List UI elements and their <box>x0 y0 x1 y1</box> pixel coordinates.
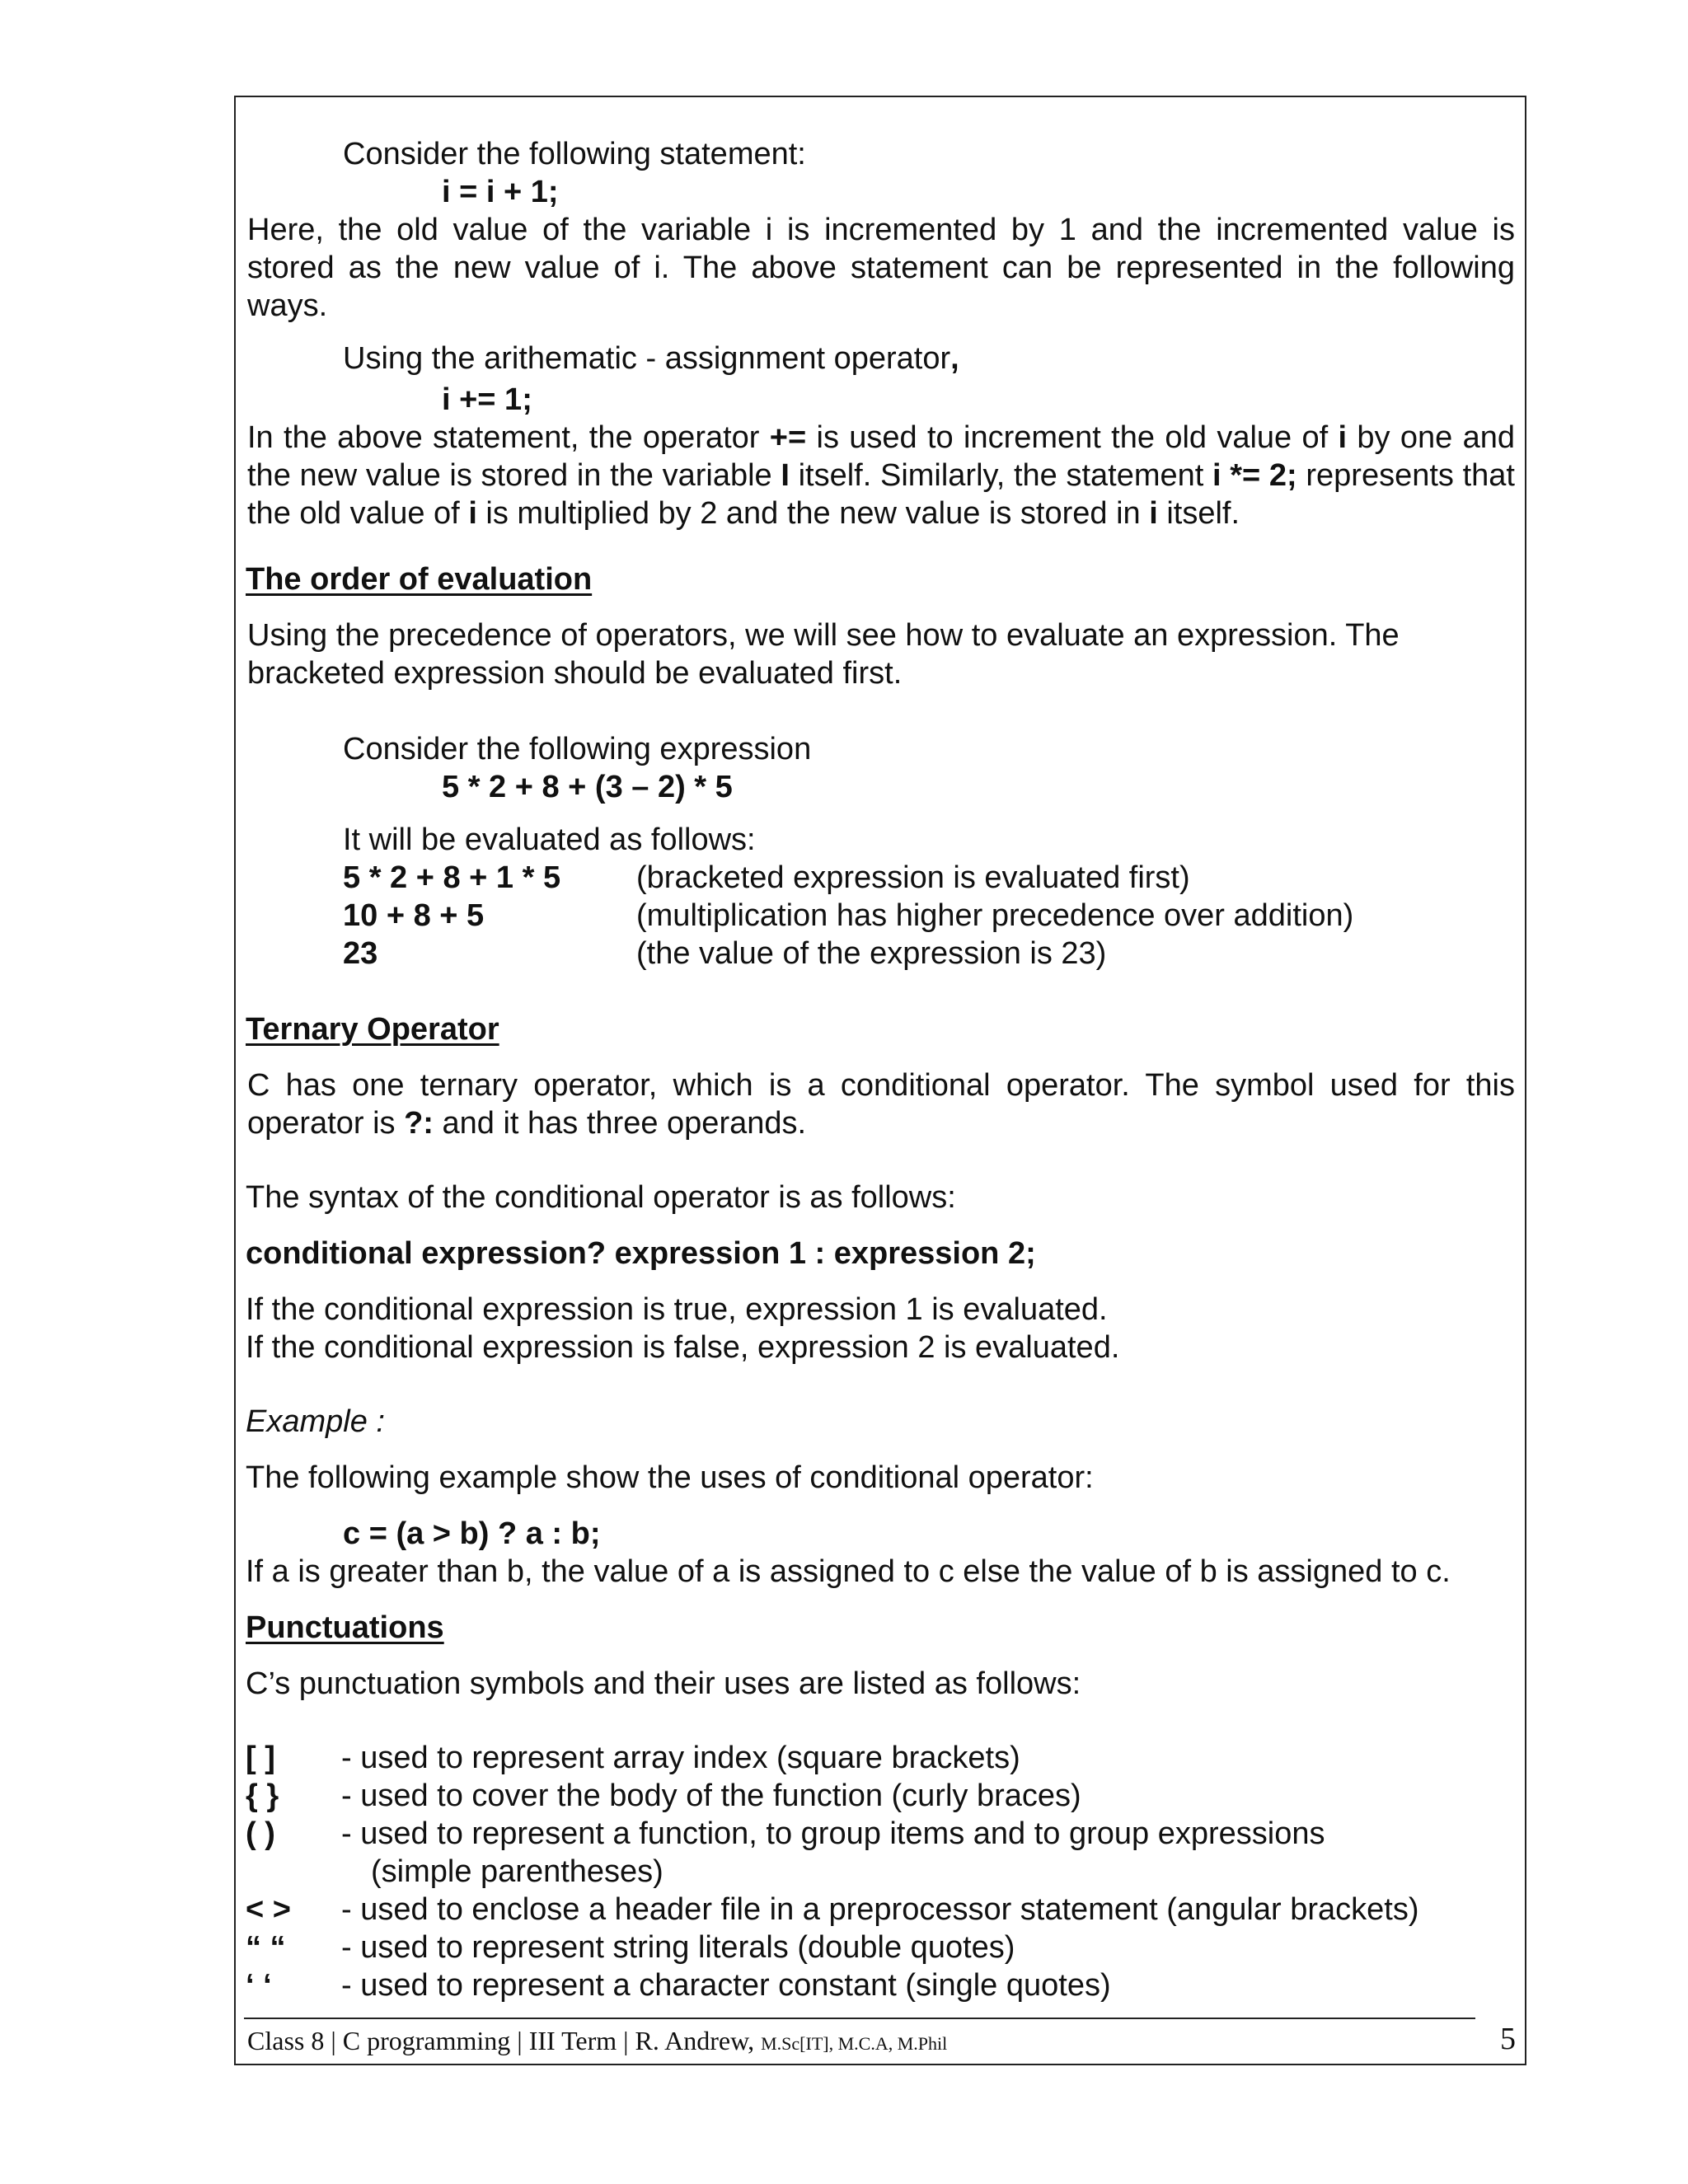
ternary-paragraph: C has one ternary operator, which is a conditional operator. The symbol used for this operator is ?: and it has three operands. <box>247 1068 1515 1141</box>
punct-symbol: ( ) <box>246 1816 275 1851</box>
example-intro: The following example show the uses of conditional operator: <box>246 1460 1094 1495</box>
operator-explanation-paragraph: In the above statement, the operator += is used to increment the old value of i by one and the new value is stored in the variable I itself. Similarly, the statement i *= 2; represents that the old value of i is multiplied by 2 and the new value is stored in i itself. <box>247 420 1515 531</box>
eval-step-expression: 5 * 2 + 8 + 1 * 5 <box>343 860 561 895</box>
footer-credentials: M.Sc[IT], M.C.A, M.Phil <box>761 2033 948 2054</box>
intro-paragraph: Here, the old value of the variable i is incremented by 1 and the incremented value is stored as the new value of i. The above statement can be represented in the following ways. <box>247 213 1515 323</box>
punct-symbol: < > <box>246 1892 291 1927</box>
using-label-comma: , <box>950 341 959 376</box>
order-of-evaluation-heading: The order of evaluation <box>246 562 593 597</box>
punct-symbol: “ “ <box>246 1930 286 1965</box>
condition-true-line: If the conditional expression is true, expression 1 is evaluated. <box>246 1292 1108 1327</box>
evaluated-label: It will be evaluated as follows: <box>343 823 756 857</box>
expression-code: 5 * 2 + 8 + (3 – 2) * 5 <box>442 770 733 804</box>
example-description: If a is greater than b, the value of a is assigned to c else the value of b is assigned to c. <box>246 1554 1451 1589</box>
eval-step-expression: 23 <box>343 936 378 971</box>
compound-statement-code: i += 1; <box>442 382 532 417</box>
syntax-code: conditional expression? expression 1 : expression 2; <box>246 1236 1036 1271</box>
punctuations-intro: C’s punctuation symbols and their uses are listed as follows: <box>246 1666 1081 1701</box>
eval-step-note: (the value of the expression is 23) <box>636 936 1107 971</box>
page-number: 5 <box>1500 2022 1516 2056</box>
assignment-operator-label <box>343 340 959 377</box>
footer-rule <box>244 2018 1475 2019</box>
condition-false-line: If the conditional expression is false, expression 2 is evaluated. <box>246 1330 1120 1365</box>
punct-description: - used to represent string literals (double quotes) <box>341 1930 1015 1965</box>
syntax-intro: The syntax of the conditional operator is as follows: <box>246 1180 956 1215</box>
eval-step-expression: 10 + 8 + 5 <box>343 898 485 933</box>
punct-symbol: { } <box>246 1779 279 1813</box>
punct-description: - used to represent a character constant (single quotes) <box>341 1968 1111 2003</box>
ternary-operator-heading: Ternary Operator <box>246 1012 499 1047</box>
example-label: Example : <box>246 1404 385 1439</box>
using-label-text: Using the arithematic - assignment operator <box>343 341 951 376</box>
punct-description-continued: (simple parentheses) <box>371 1854 663 1889</box>
footer-course-info: Class 8 | C programming | III Term | R. Andrew, <box>247 2026 755 2055</box>
eval-step-note: (bracketed expression is evaluated first) <box>636 860 1190 895</box>
statement-code: i = i + 1; <box>442 175 559 209</box>
punct-description: - used to represent a function, to group items and to group expressions <box>341 1816 1325 1851</box>
footer <box>247 2022 947 2062</box>
punct-description: - used to enclose a header file in a preprocessor statement (angular brackets) <box>341 1892 1419 1927</box>
punctuations-heading: Punctuations <box>246 1610 444 1645</box>
eval-step-note: (multiplication has higher precedence over addition) <box>636 898 1354 933</box>
example-code: c = (a > b) ? a : b; <box>343 1516 601 1551</box>
consider-expression-label: Consider the following expression <box>343 732 812 766</box>
order-paragraph: Using the precedence of operators, we will see how to evaluate an expression. The bracketed expression should be evaluated first. <box>247 618 1400 691</box>
punct-symbol: [ ] <box>246 1741 275 1775</box>
punct-description: - used to represent array index (square brackets) <box>341 1741 1020 1775</box>
consider-statement-label: Consider the following statement: <box>343 137 806 171</box>
punct-symbol: ‘ ‘ <box>246 1968 272 2003</box>
punct-description: - used to cover the body of the function (curly braces) <box>341 1779 1081 1813</box>
